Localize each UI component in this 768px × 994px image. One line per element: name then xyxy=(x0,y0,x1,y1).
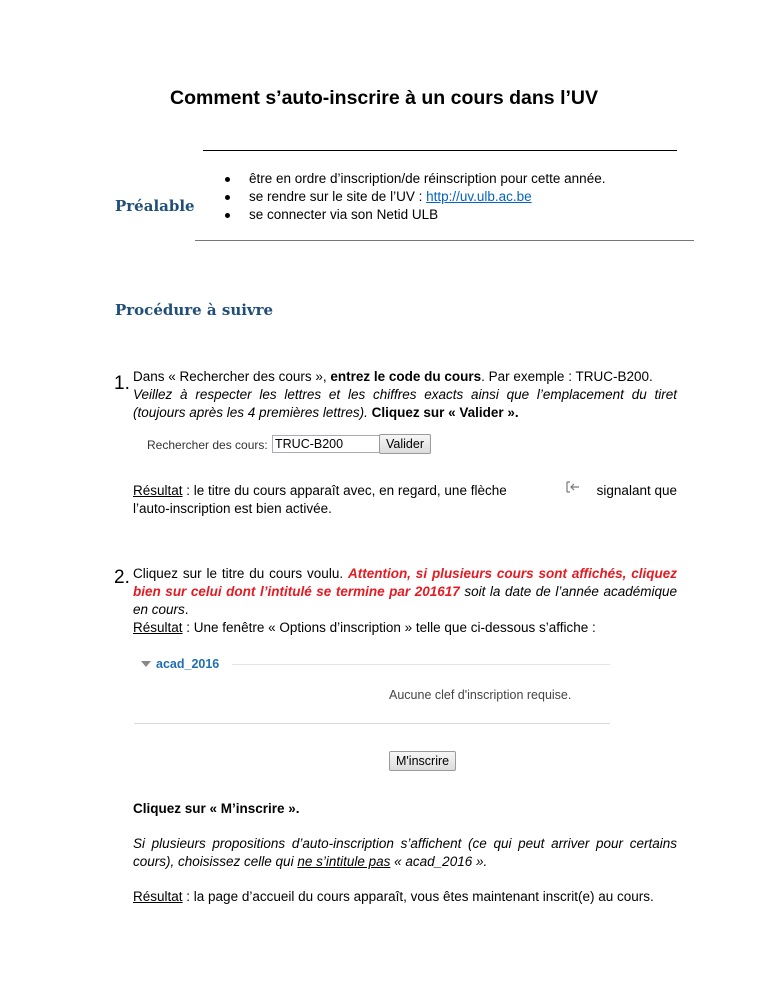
enrol-method-heading: acad_2016 xyxy=(156,657,220,671)
step-number: 2. xyxy=(114,567,130,588)
enrol-me-button[interactable]: M'inscrire xyxy=(389,751,456,771)
panel-rule xyxy=(134,723,610,724)
divider-top xyxy=(203,150,677,151)
enrol-arrow-icon xyxy=(566,481,580,493)
prealable-item: se connecter via son Netid ULB xyxy=(225,206,605,224)
collapse-triangle-icon[interactable] xyxy=(141,661,151,667)
panel-rule xyxy=(232,664,610,665)
step1-result: Résultat : le titre du cours apparaît avec, en regard, une flèche signalant que l’auto-inscription est bien activée. xyxy=(133,483,677,516)
no-key-note: Aucune clef d'inscription requise. xyxy=(389,688,572,702)
uv-site-link[interactable]: http://uv.ulb.ac.be xyxy=(426,189,532,204)
prealable-list xyxy=(225,170,605,224)
prealable-item: être en ordre d’inscription/de réinscription pour cette année. xyxy=(225,170,605,188)
prealable-label: Préalable xyxy=(115,197,195,215)
click-instruction: Cliquez sur « M’inscrire ». xyxy=(133,801,300,816)
divider-bottom xyxy=(195,240,694,241)
procedure-heading: Procédure à suivre xyxy=(115,301,274,319)
search-input[interactable]: TRUC-B200 xyxy=(272,435,380,453)
step-number: 1. xyxy=(114,373,130,394)
page-title: Comment s’auto-inscrire à un cours dans l’UV xyxy=(169,87,598,109)
step1-instructions: Dans « Rechercher des cours », entrez le code du cours. Par exemple : TRUC-B200. Veillez à respecter les lettres et les chiffres exacts ainsi que l’emplacement du tiret (toujours après les 4 premières lettres). Cliquez sur « Valider ». xyxy=(133,369,677,420)
step2-note: Si plusieurs propositions d’auto-inscription s’affichent (ce qui peut arriver pour certains cours), choisissez celle qui ne s’intitule pas « acad_2016 ». xyxy=(133,836,677,869)
search-label: Rechercher des cours: xyxy=(147,438,268,452)
prealable-item: se rendre sur le site de l’UV : http://uv.ulb.ac.be xyxy=(225,188,605,206)
validate-button[interactable]: Valider xyxy=(379,434,431,454)
step2-instructions: Cliquez sur le titre du cours voulu. Attention, si plusieurs cours sont affichés, cliquez bien sur celui dont l’intitulé se termine par 201617 soit la date de l’année académique en cours. Résultat : Une fenêtre « Options d’inscription » telle que ci-dessous s’affiche : xyxy=(133,566,677,635)
step2-final-result: Résultat : la page d’accueil du cours apparaît, vous êtes maintenant inscrit(e) au cours. xyxy=(133,889,654,904)
